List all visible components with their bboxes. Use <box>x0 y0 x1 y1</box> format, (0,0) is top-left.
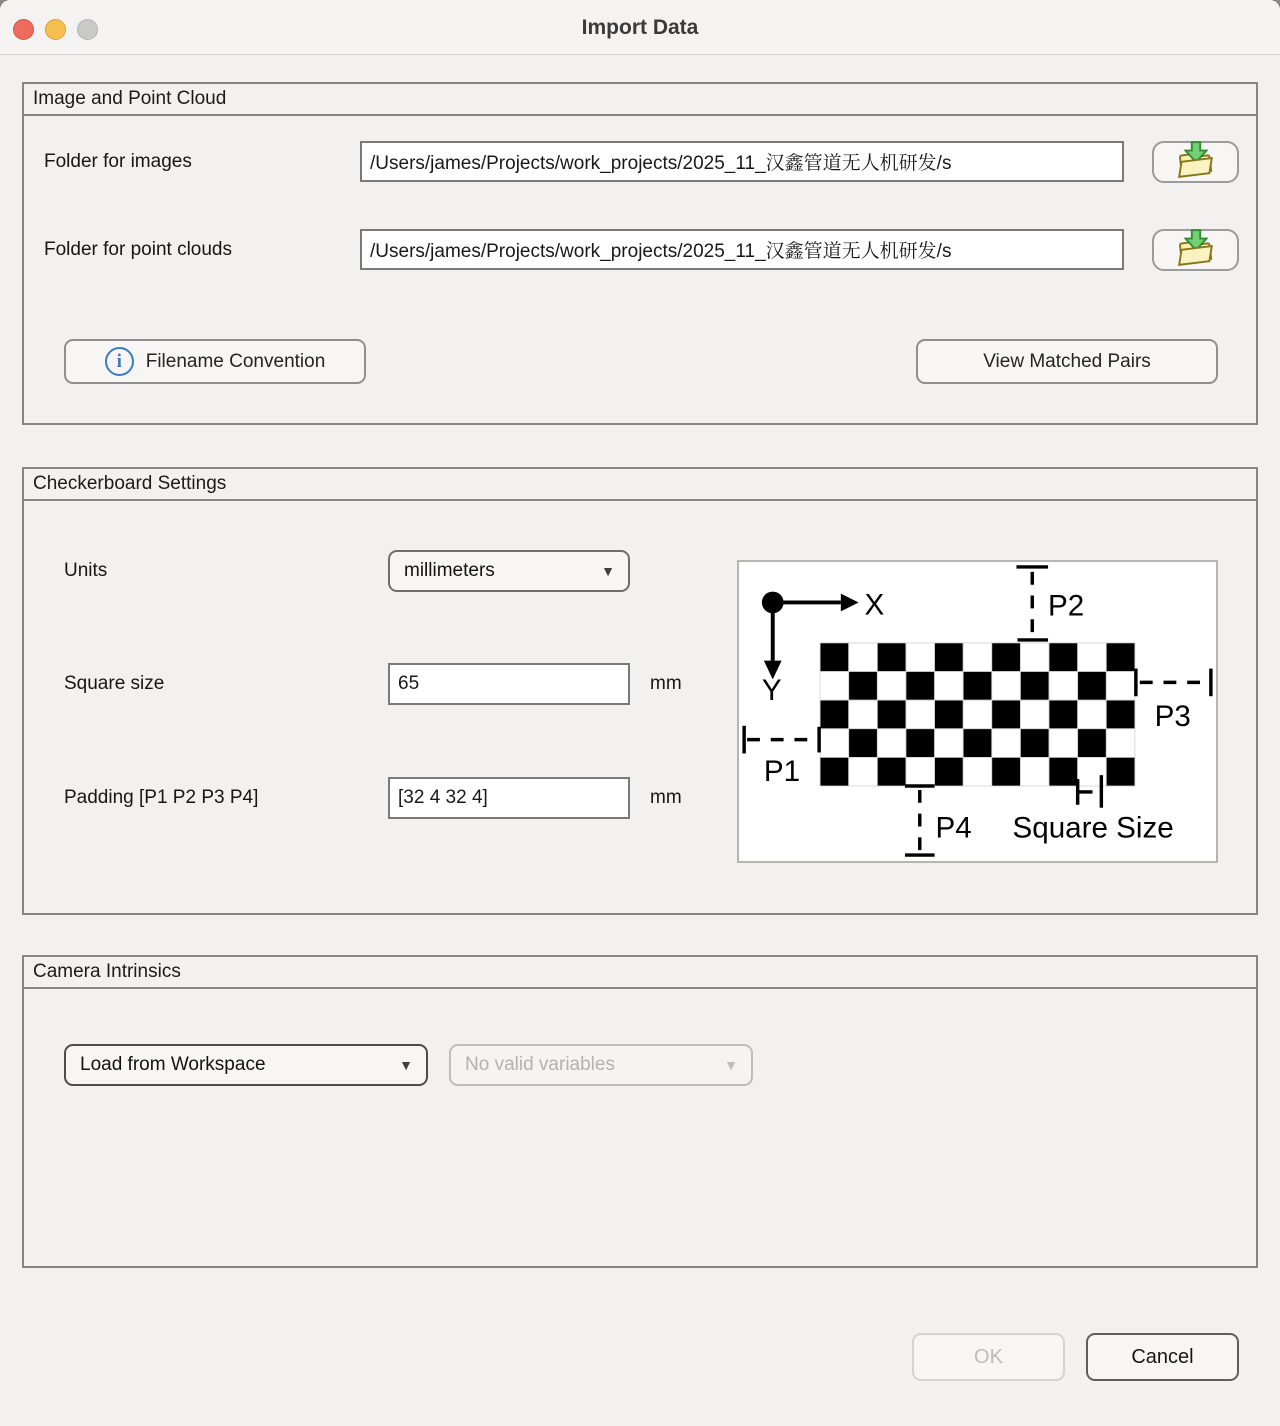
diagram-p4-label: P4 <box>935 811 972 845</box>
checkerboard-diagram-svg <box>739 562 1216 861</box>
view-matched-pairs-button[interactable] <box>916 339 1218 384</box>
diagram-square-size-label: Square Size <box>1012 811 1174 845</box>
intrinsics-source-dropdown[interactable] <box>64 1044 428 1086</box>
browse-point-clouds-folder-button[interactable] <box>1152 229 1239 271</box>
padding-input[interactable] <box>388 777 630 819</box>
browse-images-folder-button[interactable] <box>1152 141 1239 183</box>
square-size-unit-label: mm <box>650 673 682 694</box>
intrinsics-variables-dropdown <box>449 1044 753 1086</box>
titlebar <box>0 0 1280 55</box>
cancel-button[interactable] <box>1086 1333 1239 1381</box>
ok-button-label: OK <box>974 1345 1003 1368</box>
units-label: Units <box>64 560 108 581</box>
group-checkerboard-settings-title: Checkerboard Settings <box>24 469 1256 501</box>
diagram-p2-label: P2 <box>1048 589 1085 623</box>
padding-label: Padding [P1 P2 P3 P4] <box>64 787 259 808</box>
group-camera-intrinsics-title: Camera Intrinsics <box>24 957 1256 989</box>
square-size-label: Square size <box>64 673 165 694</box>
intrinsics-variables-dropdown-value: No valid variables <box>465 1054 615 1075</box>
folder-for-images-input[interactable] <box>360 141 1124 182</box>
diagram-p1-label: P1 <box>763 755 801 789</box>
chevron-down-icon: ▼ <box>724 1057 738 1073</box>
ok-button <box>912 1333 1065 1381</box>
units-dropdown[interactable] <box>388 550 630 592</box>
p3-dimension-line <box>1136 669 1211 697</box>
window-title: Import Data <box>581 16 699 39</box>
p4-dimension-line <box>905 786 935 855</box>
filename-convention-label: Filename Convention <box>145 350 326 372</box>
diagram-y-axis-label: Y <box>761 674 782 708</box>
diagram-x-axis-label: X <box>864 588 885 622</box>
group-camera-intrinsics <box>22 955 1258 1268</box>
group-image-and-point-cloud-title: Image and Point Cloud <box>24 84 1256 116</box>
checkerboard-diagram <box>737 560 1218 863</box>
open-folder-import-icon <box>1175 140 1217 184</box>
intrinsics-source-dropdown-value: Load from Workspace <box>80 1054 266 1075</box>
cancel-button-label: Cancel <box>1131 1345 1194 1368</box>
folder-for-point-clouds-label: Folder for point clouds <box>44 239 232 260</box>
group-checkerboard-settings <box>22 467 1258 915</box>
open-folder-import-icon <box>1175 228 1217 272</box>
square-size-input[interactable] <box>388 663 630 705</box>
p1-dimension-line <box>744 726 819 754</box>
p2-dimension-line <box>1016 567 1048 640</box>
diagram-p3-label: P3 <box>1154 699 1191 733</box>
filename-convention-button[interactable] <box>64 339 366 384</box>
info-icon: i <box>105 347 134 376</box>
folder-for-images-label: Folder for images <box>44 151 192 172</box>
chevron-down-icon: ▼ <box>399 1057 413 1073</box>
group-image-and-point-cloud <box>22 82 1258 425</box>
padding-unit-label: mm <box>650 787 682 808</box>
chevron-down-icon: ▼ <box>601 563 615 579</box>
view-matched-pairs-label: View Matched Pairs <box>983 350 1151 372</box>
folder-for-point-clouds-input[interactable] <box>360 229 1124 270</box>
units-dropdown-value: millimeters <box>404 560 495 581</box>
checkerboard-cells <box>820 643 1135 786</box>
